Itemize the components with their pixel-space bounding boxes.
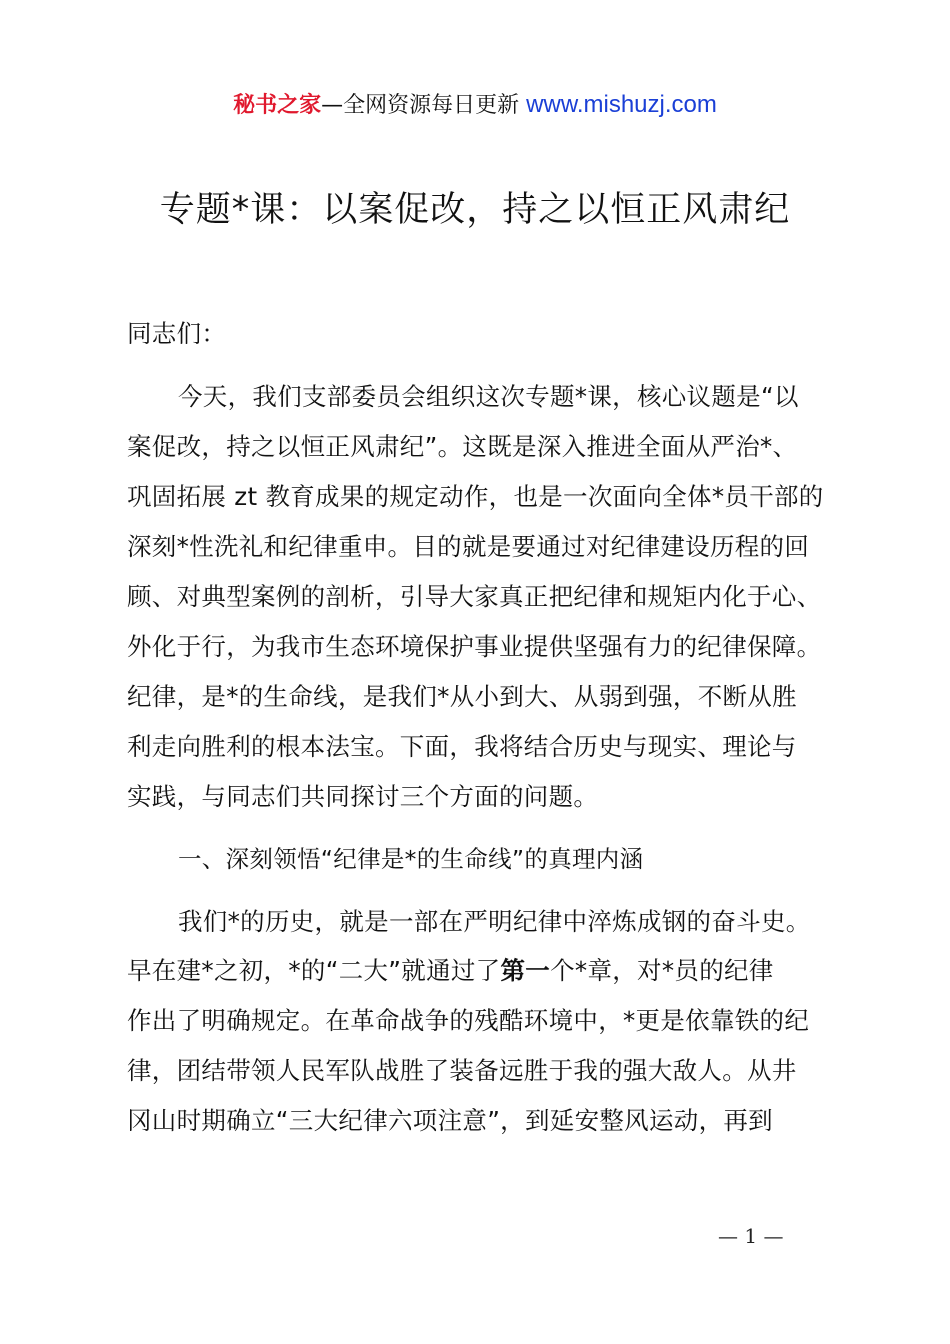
- document-title: 专题*课：以案促改，持之以恒正风肃纪: [159, 190, 791, 230]
- paragraph-line: 我们*的历史，就是一部在严明纪律中淬炼成钢的奋斗史。: [178, 907, 811, 936]
- paragraph-line: 利走向胜利的根本法宝。下面，我将结合历史与现实、理论与: [127, 732, 797, 761]
- paragraph-line: [127, 952, 774, 987]
- paragraph-line: 巩固拓展 zt 教育成果的规定动作，也是一次面向全体*员干部的: [127, 482, 824, 511]
- paragraph-line: 律，团结带领人民军队战胜了装备远胜于我的强大敌人。从井: [127, 1056, 797, 1085]
- brand-name: 秘书之家: [233, 93, 322, 118]
- section-heading: 一、深刻领悟“纪律是*的生命线”的真理内涵: [178, 845, 644, 873]
- site-header: [0, 88, 950, 119]
- paragraph-line: 冈山时期确立“三大纪律六项注意”，到延安整风运动，再到: [127, 1106, 773, 1135]
- paragraph-line: 实践，与同志们共同探讨三个方面的问题。: [127, 782, 599, 811]
- paragraph-line: 外化于行，为我市生态环境保护事业提供坚强有力的纪律保障。: [127, 632, 822, 661]
- page-number: — 1 —: [718, 1224, 784, 1248]
- salutation: 同志们：: [127, 319, 227, 348]
- paragraph-line: 案促改，持之以恒正风肃纪”。这既是深入推进全面从严治*、: [127, 432, 798, 461]
- paragraph-line: 深刻*性洗礼和纪律重申。目的就是要通过对纪律建设历程的回: [127, 532, 810, 561]
- paragraph-line: 顾、对典型案例的剖析，引导大家真正把纪律和规矩内化于心、: [127, 582, 822, 611]
- paragraph-line: 纪律，是*的生命线，是我们*从小到大、从弱到强，不断从胜: [127, 682, 797, 711]
- site-url-link[interactable]: www.mishuzj.com: [526, 91, 717, 118]
- header-slogan: —全网资源每日更新: [321, 93, 527, 118]
- bold-text: 第一: [500, 956, 551, 985]
- paragraph-line: 今天，我们支部委员会组织这次专题*课，核心议题是“以: [178, 382, 799, 411]
- text-segment: 个*章，对*员的纪律: [550, 956, 774, 985]
- text-segment: 早在建*之初，*的“二大”就通过了: [127, 956, 501, 985]
- paragraph-line: 作出了明确规定。在革命战争的残酷环境中，*更是依靠铁的纪: [127, 1006, 810, 1035]
